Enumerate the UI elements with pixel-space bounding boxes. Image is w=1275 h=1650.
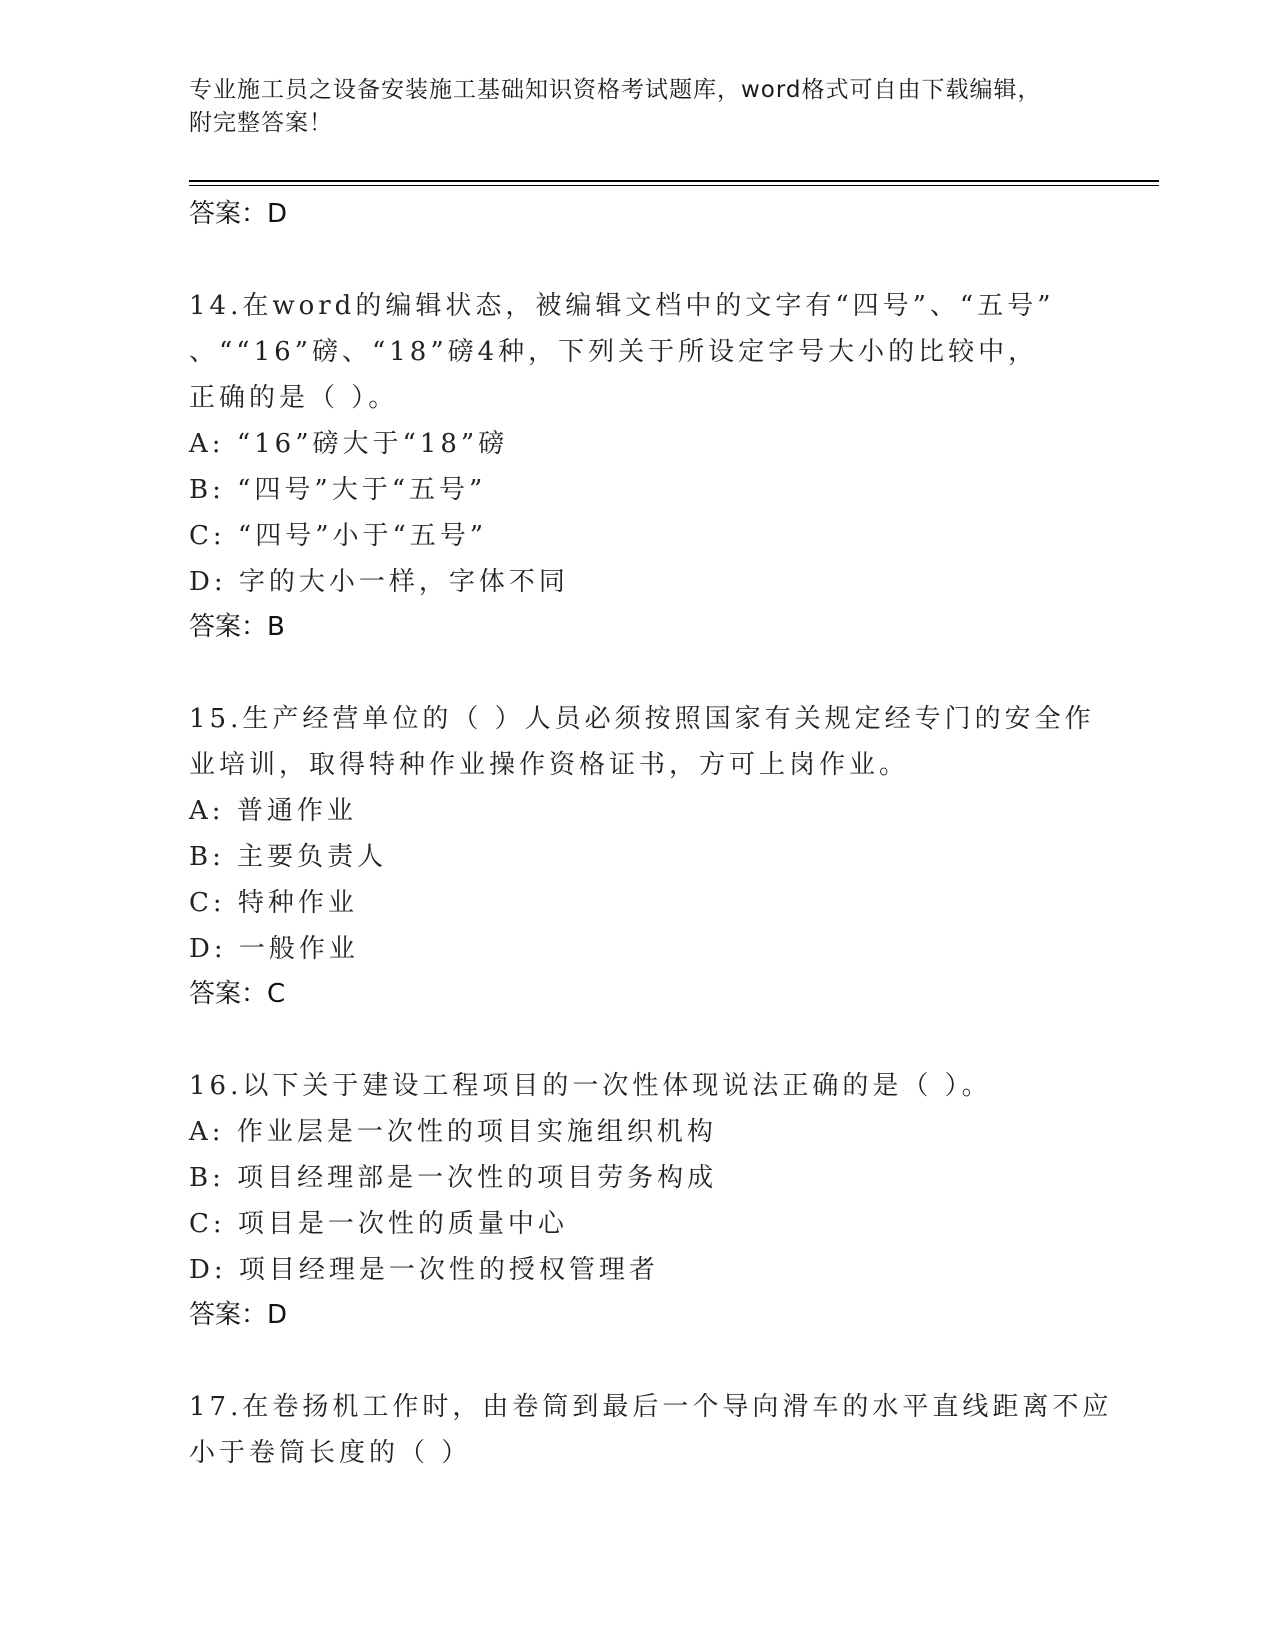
option-text: 字的大小一样，字体不同 xyxy=(238,567,569,597)
option-c xyxy=(189,513,1089,559)
question-16 xyxy=(189,1063,1089,1338)
header-rule-thin xyxy=(189,185,1159,186)
option-letter: C: xyxy=(189,888,226,918)
option-letter: D: xyxy=(189,567,227,597)
stem-line: 17.在卷扬机工作时，由卷筒到最后一个导向滑车的水平直线距离不应 xyxy=(189,1392,1113,1422)
option-text: 项目经理部是一次性的项目劳务构成 xyxy=(237,1163,718,1193)
option-letter: B: xyxy=(189,1163,225,1193)
option-d xyxy=(189,1247,1089,1293)
answer-line xyxy=(189,1293,1089,1338)
option-letter: A: xyxy=(189,1117,225,1147)
option-text: 作业层是一次性的项目实施组织机构 xyxy=(236,1117,717,1147)
option-text: 一般作业 xyxy=(238,934,359,964)
stem-line: 14.在word的编辑状态，被编辑文档中的文字有“四号”、“五号” xyxy=(189,291,1055,321)
question-17 xyxy=(189,1384,1113,1476)
option-b xyxy=(189,1155,1089,1201)
spacer xyxy=(189,237,1089,283)
question-content xyxy=(189,192,1113,1476)
option-text: 普通作业 xyxy=(236,796,357,826)
option-d xyxy=(189,926,1089,972)
option-b xyxy=(189,467,1089,513)
stem-line: 16.以下关于建设工程项目的一次性体现说法正确的是（ ）。 xyxy=(189,1071,992,1101)
option-a xyxy=(189,421,1089,467)
answer-line xyxy=(189,192,1089,237)
stem-line: 15.生产经营单位的（ ）人员必须按照国家有关规定经专门的安全作 xyxy=(189,704,1095,734)
answer-value: D xyxy=(267,1300,288,1330)
option-text: 特种作业 xyxy=(237,888,358,918)
answer-label: 答案： xyxy=(189,199,268,229)
option-letter: B: xyxy=(189,475,225,505)
question-stem xyxy=(189,1384,1113,1476)
option-text: “四号”大于“五号” xyxy=(237,475,487,505)
question-stem xyxy=(189,696,1095,788)
spacer xyxy=(189,650,1089,696)
answer-label: 答案： xyxy=(189,612,268,642)
option-text: 项目是一次性的质量中心 xyxy=(237,1209,568,1239)
option-letter: A: xyxy=(189,796,225,826)
question-stem xyxy=(189,283,1089,421)
option-letter: C: xyxy=(189,1209,226,1239)
answer-value: C xyxy=(267,979,286,1009)
option-letter: A: xyxy=(189,429,225,459)
option-text: 主要负责人 xyxy=(237,842,388,872)
option-d xyxy=(189,559,1089,605)
option-text: “四号”小于“五号” xyxy=(237,521,488,551)
option-letter: C: xyxy=(189,521,226,551)
question-stem xyxy=(189,1063,1089,1109)
stem-line: 正确的是（ ）。 xyxy=(189,383,399,413)
option-letter: D: xyxy=(189,934,227,964)
stem-line: 、““16”磅、“18”磅4种，下列关于所设定字号大小的比较中， xyxy=(189,337,1039,367)
spacer xyxy=(189,1017,1089,1063)
option-a xyxy=(189,788,1089,834)
page-header xyxy=(189,74,1089,140)
answer-line xyxy=(189,972,1089,1017)
question-14 xyxy=(189,283,1089,650)
option-text: “16”磅大于“18”磅 xyxy=(236,429,509,459)
spacer xyxy=(189,1338,1089,1384)
option-letter: D: xyxy=(189,1255,227,1285)
option-text: 项目经理是一次性的授权管理者 xyxy=(238,1255,659,1285)
answer-label: 答案： xyxy=(189,1300,268,1330)
option-letter: B: xyxy=(189,842,225,872)
option-b xyxy=(189,834,1089,880)
answer-value: D xyxy=(267,199,288,229)
answer-value: B xyxy=(267,612,285,642)
option-c xyxy=(189,1201,1089,1247)
stem-line: 业培训，取得特种作业操作资格证书，方可上岗作业。 xyxy=(189,750,910,780)
answer-line xyxy=(189,605,1089,650)
option-c xyxy=(189,880,1089,926)
stem-line: 小于卷筒长度的（ ） xyxy=(189,1438,472,1468)
header-rule xyxy=(189,180,1159,182)
header-line-2: 附完整答案！ xyxy=(189,110,333,136)
question-15 xyxy=(189,696,1095,1017)
header-line-1: 专业施工员之设备安装施工基础知识资格考试题库，word格式可自由下载编辑， xyxy=(189,77,1042,103)
option-a xyxy=(189,1109,1089,1155)
answer-label: 答案： xyxy=(189,979,268,1009)
